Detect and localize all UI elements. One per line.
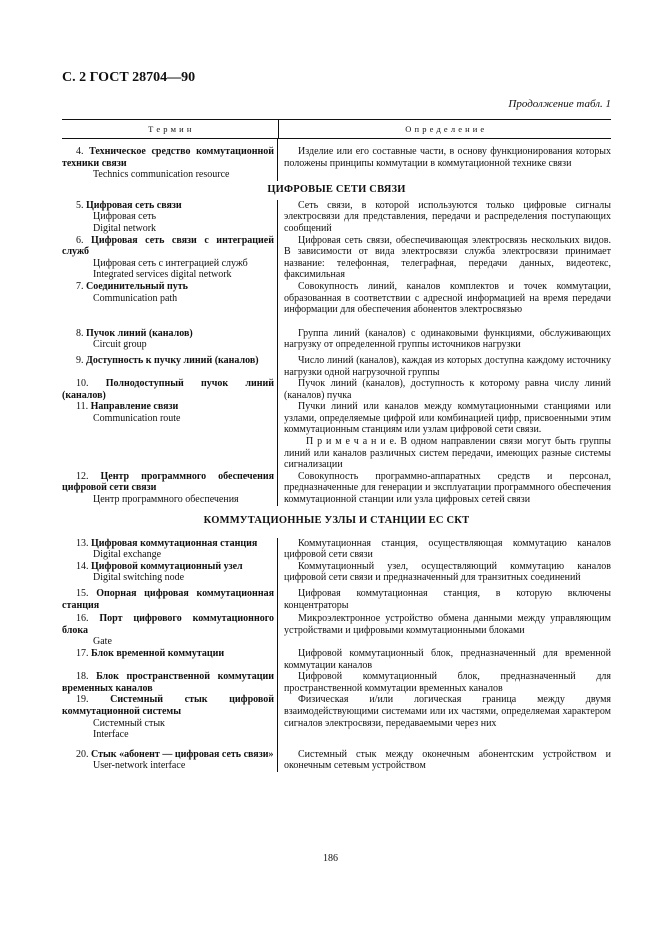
term-text: Пучок линий (каналов) <box>86 327 193 339</box>
term-number: 6. <box>76 234 84 246</box>
column-header-definition: О п р е д е л е н и е <box>405 124 485 134</box>
definition-text: Совокупность программно-аппаратных средств и персонал, предназначенные для генерации и эксплуатации программного обеспечения коммутационной станции или узла цифровых сетей связи <box>284 470 611 506</box>
definition-cell <box>278 200 611 235</box>
term-name <box>62 538 274 550</box>
term-cell <box>62 749 278 772</box>
term-number: 14. <box>76 560 89 572</box>
term-name <box>62 588 274 611</box>
term-cell <box>62 588 278 611</box>
definition-text: Группа линий (каналов) с одинаковыми функциями, обслуживающих нагрузку от определенной группы источников нагрузки <box>284 327 611 351</box>
term-name <box>62 355 274 367</box>
term-cell <box>62 281 278 316</box>
term-name <box>62 235 274 258</box>
definition-text: Пучки линий или каналов между коммутационными станциями или узлами, определяемые цифрой или комбинацией цифр, присвоенными этим коммутационным станциям или узлам цифровой сети связи. <box>284 401 611 436</box>
term-number: 19. <box>76 694 89 706</box>
entries-digital-networks <box>62 200 611 506</box>
column-header-term: Т е р м и н <box>62 120 279 138</box>
term-entry <box>62 538 611 561</box>
term-cell <box>62 561 278 584</box>
term-entry <box>62 588 611 611</box>
term-cell <box>62 671 278 694</box>
term-entry <box>62 671 611 694</box>
term-text: Блок временной коммутации <box>91 647 225 659</box>
term-text: Системный стык цифровой коммутационной системы <box>62 694 275 717</box>
terms-table <box>62 119 611 772</box>
term-synonym: Цифровая сеть <box>93 211 157 223</box>
term-synonym: Communication route <box>93 412 181 424</box>
definition-text: Коммутационная станция, осуществляющая коммутацию каналов цифровой сети связи <box>284 537 611 561</box>
definition-cell <box>278 694 611 740</box>
term-number: 9. <box>76 354 84 366</box>
definition-cell <box>278 146 611 181</box>
term-entry <box>62 281 611 316</box>
term-text: Полнодоступный пучок линий (каналов) <box>62 378 275 401</box>
table-continuation-note: Продолжение табл. 1 <box>508 98 611 110</box>
term-number: 20. <box>76 748 89 760</box>
term-text: Доступность к пучку линий (каналов) <box>86 354 259 366</box>
definition-text: Системный стык между оконечным абонентским устройством и оконечным сетевым устройством <box>284 748 611 772</box>
definition-text: Совокупность линий, каналов комплектов и точек коммутации, образованная в соответствии с адресной информацией на время передачи информации для обеспечения абонентов электросвязью <box>284 280 611 316</box>
section-heading-digital-networks: ЦИФРОВЫЕ СЕТИ СВЯЗИ <box>267 183 406 195</box>
term-name <box>62 328 274 340</box>
term-synonym: Circuit group <box>93 339 147 351</box>
term-text: Цифровой коммутационный узел <box>91 560 243 572</box>
term-entry <box>62 471 611 506</box>
term-cell <box>62 538 278 561</box>
term-cell <box>62 235 278 281</box>
term-number: 18. <box>76 671 89 683</box>
term-text: Направление связи <box>90 401 179 413</box>
term-cell <box>62 471 278 506</box>
term-name <box>62 613 274 636</box>
definition-cell <box>278 281 611 316</box>
definition-text: Изделие или его составные части, в основу функционирования которых положены принципы коммутации в коммутационной технике связи <box>284 146 611 169</box>
definition-text: Цифровой коммутационный блок, предназначенный для пространственной коммутации временных каналов <box>284 671 611 694</box>
term-cell <box>62 401 278 471</box>
definition-text: Физическая и/или логическая граница между двумя взаимодействующими системами или их частями, определяемая характером сигналов электросвязи, передаваемыми через них <box>284 694 611 729</box>
definition-cell <box>278 561 611 584</box>
definition-text: Сеть связи, в которой используются только цифровые сигналы электросвязи для представления, передачи и распределения поступающих сообщений <box>284 199 611 234</box>
term-cell <box>62 146 278 181</box>
row-spacer <box>62 316 611 328</box>
term-name <box>62 648 274 660</box>
term-number: 13. <box>76 537 89 549</box>
term-number: 4. <box>76 146 84 157</box>
entries-general <box>62 146 611 181</box>
term-name <box>62 200 274 212</box>
definition-cell <box>278 355 611 378</box>
term-entry <box>62 146 611 181</box>
term-synonym: Центр программного обеспечения <box>93 494 239 506</box>
page-number: 186 <box>323 853 338 864</box>
term-synonym: Цифровая сеть с интеграцией служб <box>93 257 248 269</box>
definition-note: П р и м е ч а н и е. В одном направлении связи могут быть группы линий или каналов различных систем передачи, имеющих разные системы сигнализации <box>284 436 611 471</box>
term-name <box>62 694 274 717</box>
definition-cell <box>278 471 611 506</box>
definition-text: Пучок линий (каналов), доступность к которому равна числу линий (каналов) пучка <box>284 378 611 401</box>
term-entry <box>62 561 611 584</box>
term-cell <box>62 200 278 235</box>
term-number: 15. <box>76 588 89 599</box>
definition-cell <box>278 613 611 648</box>
term-number: 7. <box>76 280 84 292</box>
row-spacer <box>62 741 611 749</box>
term-number: 10. <box>76 378 89 390</box>
definition-cell <box>278 401 611 471</box>
term-text: Цифровая сеть связи с интеграцией служб <box>62 234 275 258</box>
definition-cell <box>278 588 611 611</box>
definition-cell <box>278 671 611 694</box>
term-number: 12. <box>76 470 89 482</box>
definition-text: Цифровая сеть связи, обеспечивающая электросвязь нескольких видов. В зависимости от вида электросвязи служба электросвязи принимает название: телефонная, телеграфная, передачи данных, видеотекс, факсимильная <box>284 234 611 281</box>
definition-text: Коммутационный узел, осуществляющий коммутацию каналов цифровой сети связи и предназначенный для транзитных соединений <box>284 560 611 584</box>
term-text: Стык «абонент — цифровая сеть связи» <box>91 748 274 760</box>
term-text: Блок пространственной коммутации временных каналов <box>62 671 275 694</box>
definition-cell <box>278 328 611 351</box>
term-name <box>62 401 274 413</box>
definition-text: Цифровая коммутационная станция, в которую включены концентраторы <box>284 588 611 611</box>
term-synonym: Digital exchange <box>93 549 162 561</box>
term-name <box>62 378 274 401</box>
definition-cell <box>278 538 611 561</box>
term-entry <box>62 200 611 235</box>
term-text: Цифровая коммутационная станция <box>91 537 258 549</box>
term-number: 16. <box>76 613 89 625</box>
entries-switching-nodes <box>62 538 611 772</box>
term-cell <box>62 378 278 401</box>
term-text: Цифровая сеть связи <box>86 199 182 211</box>
term-name <box>62 146 274 169</box>
definition-cell <box>278 749 611 772</box>
term-name <box>62 671 274 694</box>
term-name <box>62 749 274 761</box>
definition-cell <box>278 378 611 401</box>
term-cell <box>62 328 278 351</box>
term-number: 5. <box>76 199 84 211</box>
page-header: С. 2 ГОСТ 28704—90 <box>62 70 196 85</box>
definition-text: Микроэлектронное устройство обмена данными между управляющим устройствами и цифровыми коммутационными блоками <box>284 613 611 636</box>
term-cell <box>62 694 278 740</box>
term-number: 11. <box>76 401 89 413</box>
definition-cell <box>278 648 611 671</box>
term-number: 17. <box>76 647 89 659</box>
term-text: Соединительный путь <box>86 280 188 292</box>
term-synonym: Technics communication resource <box>93 169 230 181</box>
term-synonym: Gate <box>93 636 112 648</box>
term-entry <box>62 749 611 772</box>
definition-text: Число линий (каналов), каждая из которых доступна каждому источнику нагрузки одной нагрузочной группы <box>284 354 611 378</box>
term-cell <box>62 648 278 671</box>
term-entry <box>62 378 611 401</box>
term-synonym: Interface <box>93 729 129 741</box>
term-text: Порт цифрового коммутационного блока <box>62 613 275 636</box>
term-synonym: Communication path <box>93 292 178 304</box>
term-entry <box>62 355 611 378</box>
term-text: Техническое средство коммутационной техники связи <box>62 146 274 169</box>
term-entry <box>62 648 611 671</box>
term-synonym: Digital network <box>93 222 157 234</box>
term-entry <box>62 401 611 471</box>
term-entry <box>62 613 611 648</box>
term-text: Опорная цифровая коммутационная станция <box>62 588 274 611</box>
term-synonym: Digital switching node <box>93 572 185 584</box>
term-number: 8. <box>76 327 84 339</box>
term-synonym: Системный стык <box>93 717 165 729</box>
term-synonym: User-network interface <box>93 760 186 772</box>
term-entry <box>62 235 611 281</box>
term-text: Центр программного обеспечения цифровой сети связи <box>62 470 274 494</box>
term-cell <box>62 613 278 648</box>
term-synonym: Integrated services digital network <box>93 269 232 281</box>
table-header <box>62 119 611 139</box>
definition-cell <box>278 235 611 281</box>
definition-text: Цифровой коммутационный блок, предназначенный для временной коммутации каналов <box>284 647 611 671</box>
section-heading-switching-nodes: КОММУТАЦИОННЫЕ УЗЛЫ И СТАНЦИИ ЕС СКТ <box>203 514 470 526</box>
term-name <box>62 471 274 494</box>
term-entry <box>62 328 611 351</box>
term-cell <box>62 355 278 378</box>
term-name <box>62 561 274 573</box>
term-entry <box>62 694 611 740</box>
term-name <box>62 281 274 293</box>
